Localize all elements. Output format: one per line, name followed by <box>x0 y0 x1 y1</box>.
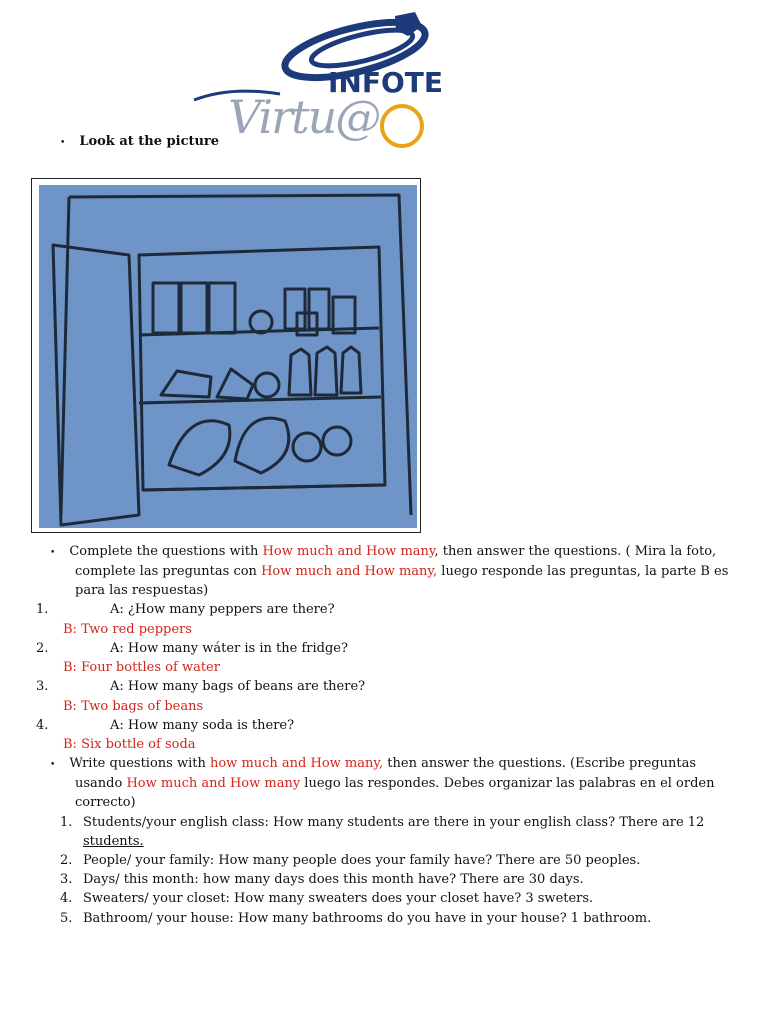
instruction2-line3: correcto) <box>75 795 136 810</box>
highlight-text: How much and How many <box>262 544 435 559</box>
intro-text: Look at the picture <box>79 134 220 149</box>
qa-question: A: ¿How many peppers are there? <box>110 602 335 617</box>
highlight-text: How much and How many <box>126 776 301 791</box>
item-text: Days/ this month: how many days does this month have? There are 30 days. <box>83 872 584 887</box>
item-text-continued: students. <box>83 834 144 849</box>
qa-answer: B: Two bags of beans <box>63 699 204 714</box>
item-text: Students/your english class: How many students are there in your english class? There are 12 <box>83 815 705 830</box>
qa-number: 3. <box>36 679 49 694</box>
instruction-text: Write questions with <box>69 756 210 771</box>
instruction-text: luego responde las preguntas, la parte B es <box>437 564 729 579</box>
institution-logo <box>190 8 444 148</box>
instruction-text: usando <box>75 776 127 791</box>
qa-number: 4. <box>36 718 49 733</box>
qa-question: A: How many wáter is in the fridge? <box>110 641 348 656</box>
instruction-text: then answer the questions. (Escribe preguntas <box>383 756 697 771</box>
qa-question: A: How many bags of beans are there? <box>110 679 366 694</box>
item-number: 2. <box>60 853 73 868</box>
qa-number: 1. <box>36 602 49 617</box>
item-text: Bathroom/ your house: How many bathrooms do you have in your house? 1 bathroom. <box>83 911 652 926</box>
fridge-illustration <box>39 185 417 528</box>
qa-answer: B: Two red peppers <box>63 622 192 637</box>
instruction1-line1 <box>50 542 716 563</box>
qa-question: A: How many soda is there? <box>110 718 295 733</box>
instruction2-line1 <box>50 754 696 775</box>
bullet: • <box>60 138 66 148</box>
item-number: 4. <box>60 891 73 906</box>
fridge-picture-frame <box>31 178 421 533</box>
instruction-text: , then answer the questions. ( Mira la foto, <box>434 544 717 559</box>
instruction1-line3: para las respuestas) <box>75 583 209 598</box>
instruction1-line2 <box>75 562 728 581</box>
fridge-illustration-icon <box>39 185 417 528</box>
qa-number: 2. <box>36 641 49 656</box>
instruction-text: complete las preguntas con <box>75 564 262 579</box>
highlight-text: How much and How many, <box>261 564 438 579</box>
item-text: People/ your family: How many people does your family have? There are 50 peoples. <box>83 853 641 868</box>
bullet: • <box>50 548 56 558</box>
item-number: 5. <box>60 911 73 926</box>
intro-line <box>60 132 219 153</box>
qa-answer: B: Four bottles of water <box>63 660 220 675</box>
instruction2-line2 <box>75 774 715 793</box>
highlight-text: how much and How many, <box>209 756 384 771</box>
instruction-text: luego las respondes. Debes organizar las palabras en el orden <box>300 776 715 791</box>
item-number: 3. <box>60 872 73 887</box>
item-number: 1. <box>60 815 73 830</box>
qa-answer: B: Six bottle of soda <box>63 737 196 752</box>
bullet: • <box>50 760 56 770</box>
item-text: Sweaters/ your closet: How many sweaters does your closet have? 3 sweters. <box>83 891 594 906</box>
instruction-text: Complete the questions with <box>69 544 263 559</box>
logo-wordmark: INFOTE <box>328 66 444 99</box>
logo-script-text: Virtu@ <box>228 90 380 144</box>
